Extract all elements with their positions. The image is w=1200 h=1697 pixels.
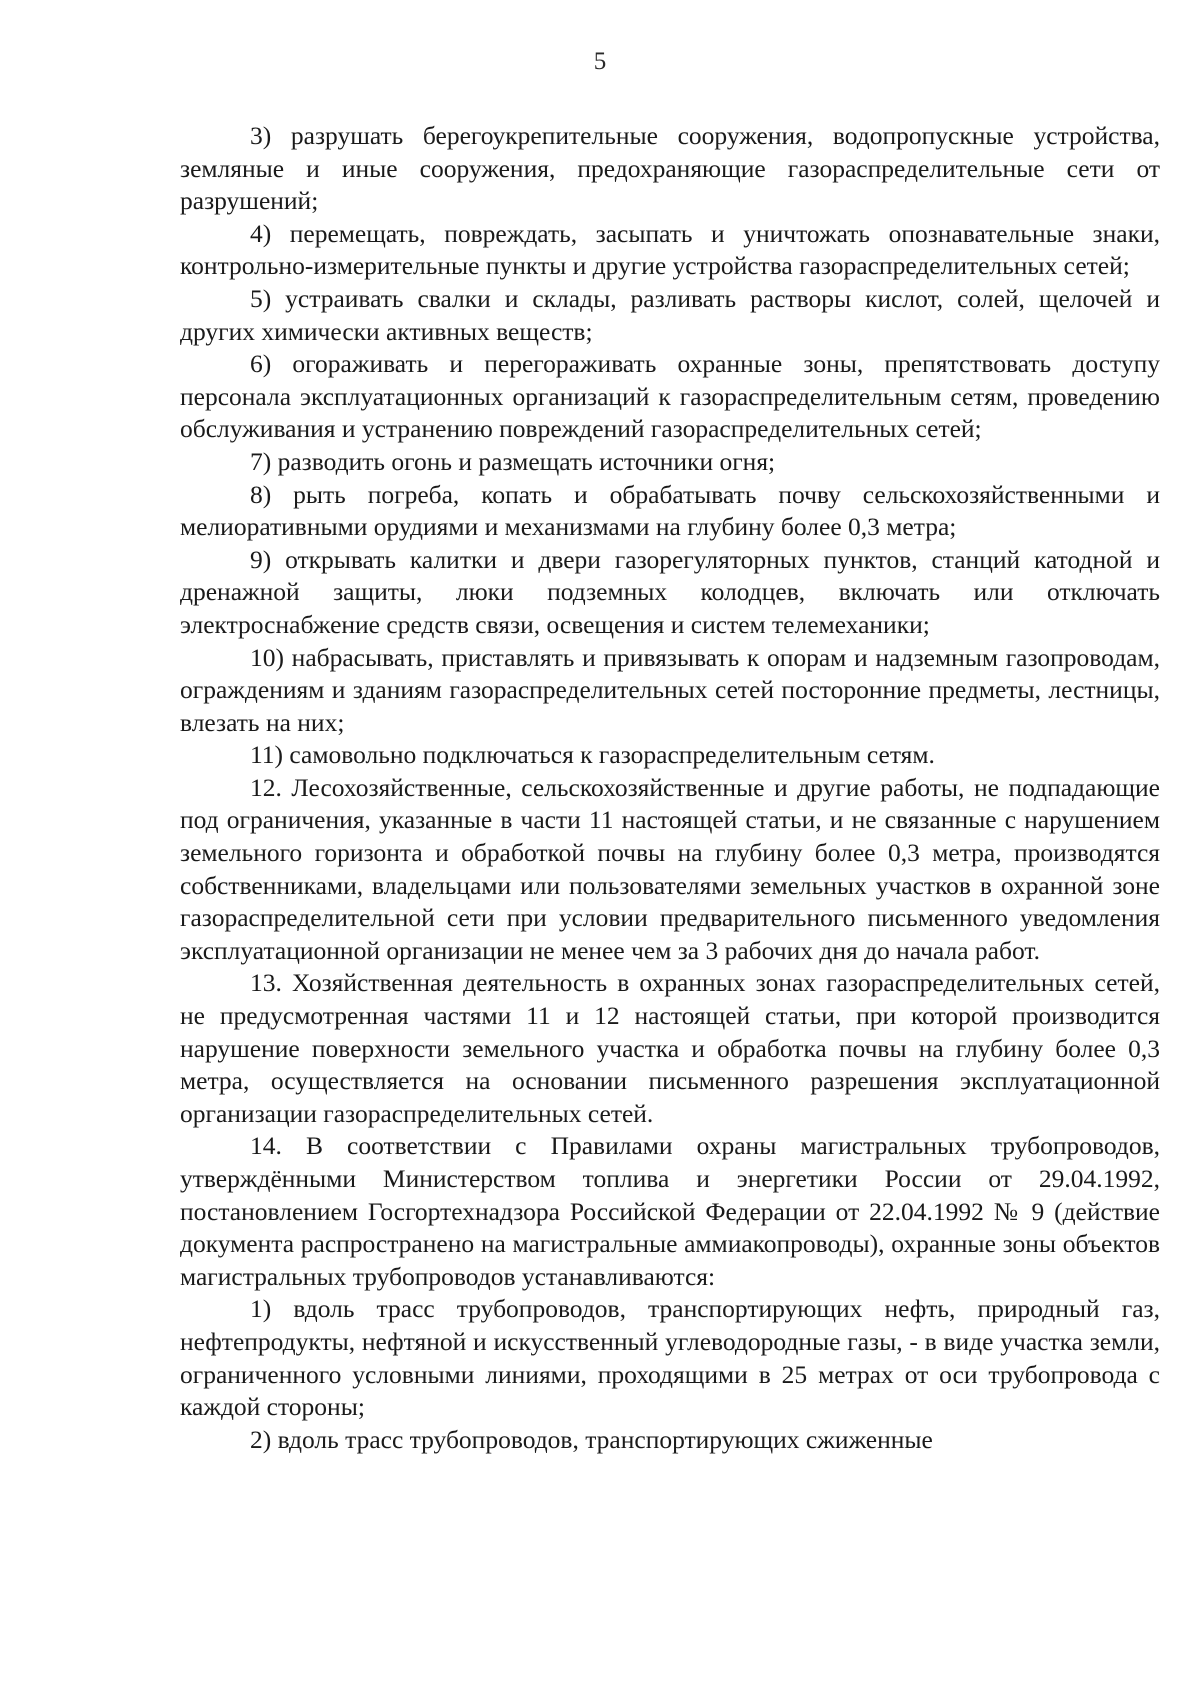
paragraph-section-14: 14. В соответствии с Правилами охраны магистральных трубопроводов, утверждёнными Министерством топлива и энергетики России от 29.04.1992, постановлением Госгортехнадзора Российской Федерации от 22.04.1992 № 9 (действие документа распространено на магистральные аммиакопроводы), охранные зоны объектов магистральных трубопроводов устанавливаются: xyxy=(180,1131,1160,1291)
document-body xyxy=(180,120,1160,1456)
paragraph-item-11: 11) самовольно подключаться к газораспределительным сетям. xyxy=(250,740,935,770)
paragraph-item-8: 8) рыть погреба, копать и обрабатывать почву сельскохозяйственными и мелиоративными орудиями и механизмами на глубину более 0,3 метра; xyxy=(180,479,1160,542)
paragraph-item-10: 10) набрасывать, приставлять и привязывать к опорам и надземным газопроводам, ограждениям и зданиям газораспределительных сетей посторонние предметы, лестницы, влезать на них; xyxy=(180,642,1160,737)
paragraph-item-9: 9) открывать калитки и двери газорегуляторных пунктов, станций катодной и дренажной защиты, люки подземных колодцев, включать или отключать электроснабжение средств связи, освещения и систем телемеханики; xyxy=(180,544,1160,639)
paragraph-item-3: 3) разрушать берегоукрепительные сооружения, водопропускные устройства, земляные и иные сооружения, предохраняющие газораспределительные сети от разрушений; xyxy=(180,121,1160,216)
paragraph-subitem-2: 2) вдоль трасс трубопроводов, транспортирующих сжиженные xyxy=(250,1424,933,1454)
paragraph-item-6: 6) огораживать и перегораживать охранные зоны, препятствовать доступу персонала эксплуатационных организаций к газораспределительным сетям, проведению обслуживания и устранению повреждений газораспределительных сетей; xyxy=(180,349,1160,444)
paragraph-section-12: 12. Лесохозяйственные, сельскохозяйственные и другие работы, не подпадающие под ограничения, указанные в части 11 настоящей статьи, и не связанные с нарушением земельного горизонта и обработкой почвы на глубину более 0,3 метра, производятся собственниками, владельцами или пользователями земельных участков в охранной зоне газораспределительной сети при условии предварительного письменного уведомления эксплуатационной организации не менее чем за 3 рабочих дня до начала работ. xyxy=(180,772,1160,965)
paragraph-item-5: 5) устраивать свалки и склады, разливать растворы кислот, солей, щелочей и других химически активных веществ; xyxy=(180,283,1160,346)
paragraph-section-13: 13. Хозяйственная деятельность в охранных зонах газораспределительных сетей, не предусмотренная частями 11 и 12 настоящей статьи, при которой производится нарушение поверхности земельного участка и обработка почвы на глубину более 0,3 метра, осуществляется на основании письменного разрешения эксплуатационной организации газораспределительных сетей. xyxy=(180,968,1160,1128)
paragraph-subitem-1: 1) вдоль трасс трубопроводов, транспортирующих нефть, природный газ, нефтепродукты, нефтяной и искусственный углеводородные газы, - в виде участка земли, ограниченного условными линиями, проходящими в 25 метрах от оси трубопровода с каждой стороны; xyxy=(180,1294,1160,1422)
paragraph-item-7: 7) разводить огонь и размещать источники огня; xyxy=(250,446,776,476)
page-number: 5 xyxy=(593,48,607,75)
paragraph-item-4: 4) перемещать, повреждать, засыпать и уничтожать опознавательные знаки, контрольно-измерительные пункты и другие устройства газораспределительных сетей; xyxy=(180,218,1160,281)
